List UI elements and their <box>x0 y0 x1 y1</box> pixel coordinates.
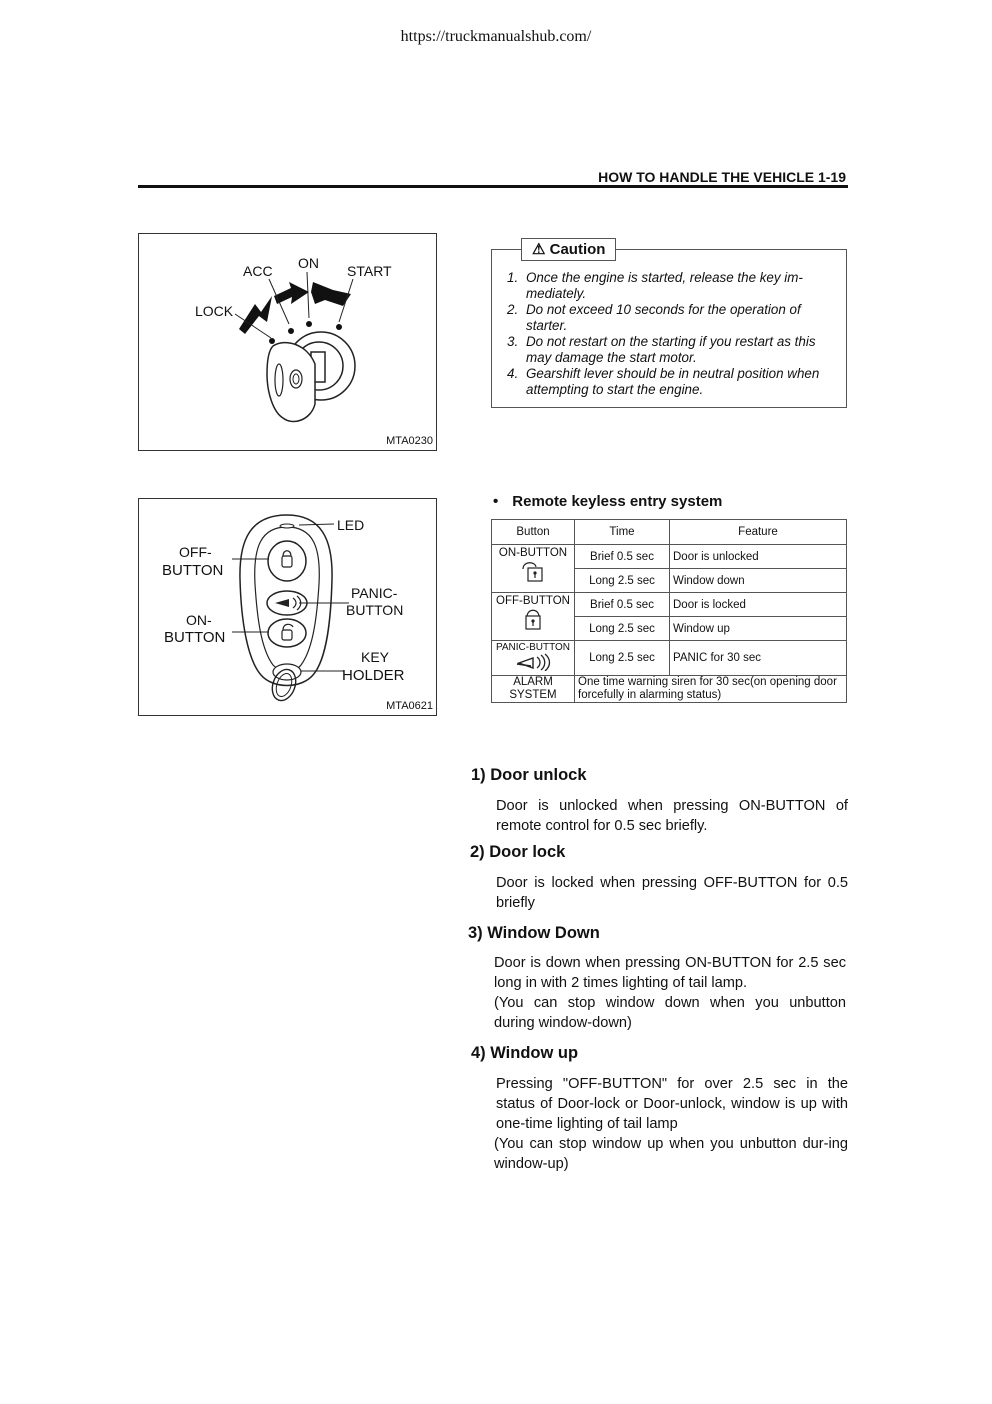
label-holder: HOLDER <box>342 667 405 684</box>
label-off-2: BUTTON <box>162 562 224 579</box>
section-title: 1) Door unlock <box>471 766 587 784</box>
caution-title: ⚠ Caution <box>521 238 616 261</box>
label-panic-1: PANIC- <box>351 585 398 601</box>
label-start: START <box>347 263 392 279</box>
table-row: ALARM SYSTEM One time warning siren for 30 sec(on opening door forcefully in alarming status) <box>492 676 847 703</box>
section-body: Pressing "OFF-BUTTON" for over 2.5 sec in the status of Door-lock or Door-unlock, window is up with one-time lighting of tail lamp (You can stop window up when you unbutton dur-ing window-up) <box>494 1076 848 1172</box>
rke-table <box>491 519 847 703</box>
table-row: OFF-BUTTON Brief 0.5 sec Door is locked <box>492 593 847 617</box>
header-feature: Feature <box>670 520 847 545</box>
caution-item: 2. Do not exceed 10 seconds for the operation of starter. <box>507 302 801 333</box>
figure-code: MTA0621 <box>386 700 433 712</box>
section-title: 3) Window Down <box>468 924 600 942</box>
ignition-figure <box>138 233 437 451</box>
label-acc: ACC <box>243 263 273 279</box>
caution-item: 4. Gearshift lever should be in neutral position when attempting to start the engine. <box>507 366 820 397</box>
alarm-system-cell: ALARM SYSTEM <box>492 676 575 703</box>
table-header-row <box>492 520 847 545</box>
unlock-icon <box>518 559 548 583</box>
warning-triangle-icon: ⚠ <box>532 241 546 258</box>
lock-icon <box>518 607 548 631</box>
label-on-2: BUTTON <box>164 629 226 646</box>
section-title: 4) Window up <box>471 1044 579 1062</box>
remote-figure <box>138 498 437 716</box>
section-body: Door is locked when pressing OFF-BUTTON for 0.5 briefly <box>496 875 848 911</box>
label-led: LED <box>337 517 365 533</box>
page-header: HOW TO HANDLE THE VEHICLE 1-19 <box>598 169 846 185</box>
source-url[interactable]: https://truckmanualshub.com/ <box>400 28 592 45</box>
panic-button-cell: PANIC-BUTTON <box>492 641 575 676</box>
off-button-cell: OFF-BUTTON <box>492 593 575 641</box>
table-row: ON-BUTTON Brief 0.5 sec Door is unlocked <box>492 545 847 569</box>
header-rule <box>138 185 848 188</box>
label-key: KEY <box>361 649 390 665</box>
header-time: Time <box>575 520 670 545</box>
label-off-1: OFF- <box>179 544 212 560</box>
header-button: Button <box>492 520 575 545</box>
on-button-cell: ON-BUTTON <box>492 545 575 593</box>
figure-code: MTA0230 <box>386 435 433 447</box>
table-row: Long 2.5 sec Window down <box>492 569 847 593</box>
caution-item: 1. Once the engine is started, release the key im-mediately. <box>507 270 803 301</box>
section-body: Door is unlocked when pressing ON-BUTTON of remote control for 0.5 sec briefly. <box>496 798 848 834</box>
label-on-1: ON- <box>186 612 212 628</box>
label-on: ON <box>298 255 319 271</box>
caution-list <box>507 270 832 398</box>
label-panic-2: BUTTON <box>346 602 404 618</box>
horn-icon <box>513 653 553 671</box>
section-title: 2) Door lock <box>470 843 566 861</box>
section-body: Door is down when pressing ON-BUTTON for 2.5 sec long in with 2 times lighting of tail lamp. (You can stop window down when you unbutton during window-down) <box>494 955 846 1031</box>
caution-item: 3. Do not restart on the starting if you restart as this may damage the start motor. <box>507 334 816 365</box>
label-lock: LOCK <box>195 303 234 319</box>
table-row: Long 2.5 sec Window up <box>492 617 847 641</box>
table-row: PANIC-BUTTON Long 2.5 sec PANIC for 30 sec <box>492 641 847 676</box>
bullet: • <box>493 493 499 510</box>
rke-heading: • Remote keyless entry system <box>493 493 723 510</box>
